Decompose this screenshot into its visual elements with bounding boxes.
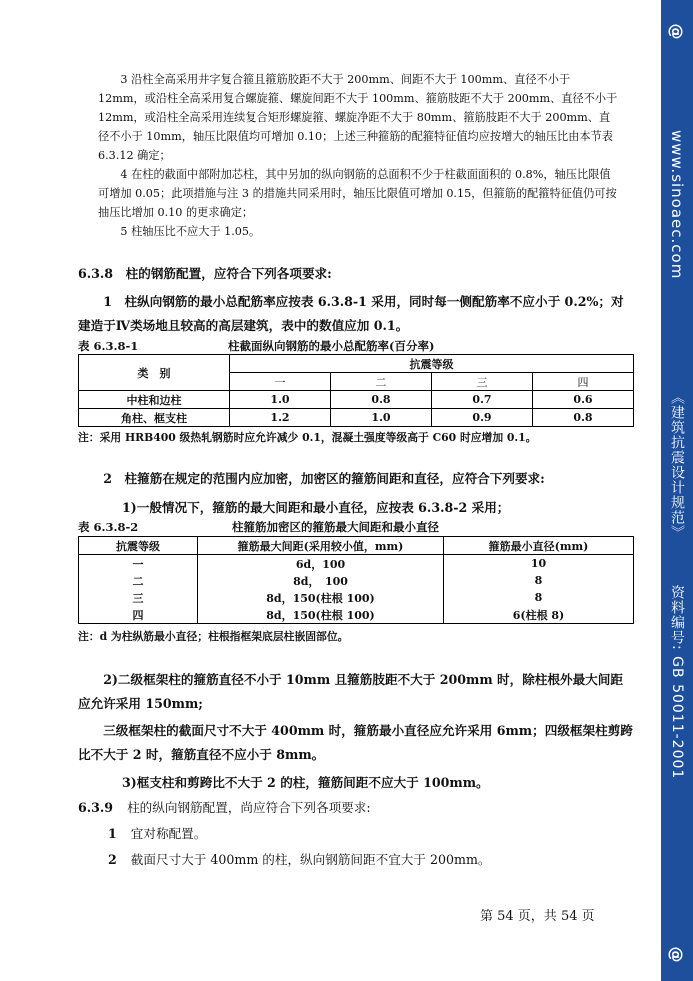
table-2-number: 表 6.3.8-2	[78, 520, 139, 534]
table-1-number: 表 6.3.8-1	[78, 339, 139, 353]
table-row	[79, 589, 634, 606]
table-1-cell: 0.8	[533, 409, 634, 427]
table-2-header: 箍筋最小直径(mm)	[444, 537, 634, 555]
paragraph-grade-3: 三级框架柱的截面尺寸不大于 400mm 时，箍筋最小直径应允许采用 6mm；四级框架柱剪跨比不大于 2 时，箍筋直径不应小于 8mm。	[78, 723, 633, 762]
table-2-cell: 一	[79, 555, 198, 573]
bottom-symbol: @	[667, 946, 687, 963]
table-2-cell: 四	[79, 606, 198, 624]
paragraph-6-3-9-item-2	[108, 848, 628, 872]
table-1-cell: 1.0	[331, 409, 432, 427]
table-1-cell: 0.7	[432, 391, 533, 409]
table-2-cell: 8	[444, 589, 634, 606]
table-row	[79, 409, 634, 427]
table-1-cell: 0.6	[533, 391, 634, 409]
table-row	[79, 391, 634, 409]
paragraph-6-3-8-item-2: 2 柱箍筋在规定的范围内应加密，加密区的箍筋间距和直径，应符合下列要求:	[103, 471, 545, 486]
table-2-cell: 8d，150(柱根 100)	[198, 589, 444, 606]
table-2-cell: 6(柱根 8)	[444, 606, 634, 624]
paragraph-item-4: 4 在柱的截面中部附加芯柱，其中另加的纵向钢筋的总面积不少于柱截面面积的 0.8%，轴压比限值可增加 0.05；此项措施与注 3 的措施共同采用时，轴压比限值可增加 0.15，但箍筋的配箍特征值仍可按抽压比增加 0.10 的更求确定；	[98, 168, 617, 219]
paragraph-6-3-8-item-1: 1 柱纵向钢筋的最小总配筋率应按表 6.3.8-1 采用，同时每一侧配筋率不应小于 0.2%；对建造于Ⅳ类场地且较高的高层建筑，表中的数值应加 0.1。	[78, 294, 624, 333]
paragraph-6-3-9-item-1	[108, 822, 628, 846]
table-1-grade: 一	[230, 373, 331, 391]
table-2-cell: 8	[444, 572, 634, 589]
table-2-header: 抗震等级	[79, 537, 198, 555]
table-1-grade: 二	[331, 373, 432, 391]
top-symbol: @	[667, 23, 687, 40]
paragraph-item-2-sub-3: 3)框支柱和剪跨比不大于 2 的柱，箍筋间距不应大于 100mm。	[122, 775, 489, 790]
table-1-note: 注：采用 HRB400 级热轧钢筋时应允许减少 0.1，混凝土强度等级高于 C60 时应增加 0.1。	[78, 431, 537, 444]
doc-number-text: 资料编号: GB 50011-2001	[669, 585, 685, 780]
table-1-header-category: 类 别	[79, 355, 230, 391]
table-1-grade: 三	[432, 373, 533, 391]
website-text: www.sinoaec.com	[668, 130, 686, 280]
table-2-note: 注：d 为柱纵筋最小直径；柱根指框架底层柱嵌固部位。	[78, 630, 349, 643]
table-2-title: 柱箍筋加密区的箍筋最大间距和最小直径	[232, 520, 439, 534]
table-2-cell: 8d，150(柱根 100)	[198, 606, 444, 624]
table-2-header: 箍筋最大间距(采用较小值，mm)	[198, 537, 444, 555]
item-number: 2	[108, 852, 117, 867]
table-1-cell: 0.8	[331, 391, 432, 409]
table-2-cell: 6d，100	[198, 555, 444, 573]
paragraph-item-2-sub-2: 2)二级框架柱的箍筋直径不小于 10mm 且箍筋肢距不大于 200mm 时，除柱根外最大间距应允许采用 150mm;	[78, 672, 623, 711]
table-1-row-label: 中柱和边柱	[79, 391, 230, 409]
table-1-cell: 0.9	[432, 409, 533, 427]
table-2-cell: 二	[79, 572, 198, 589]
section-heading-6-3-8: 6.3.8 柱的钢筋配置，应符合下列各项要求:	[78, 266, 332, 281]
section-number: 6.3.9	[78, 800, 114, 815]
table-row	[79, 555, 634, 573]
table-1-cell: 1.0	[230, 391, 331, 409]
table-2-cell: 8d， 100	[198, 572, 444, 589]
sidebar	[661, 0, 693, 981]
table-1-grade: 四	[533, 373, 634, 391]
page-footer: 第 54 页，共 54 页	[480, 909, 595, 924]
item-text: 宜对称配置。	[130, 826, 207, 841]
table-1-title: 柱截面纵向钢筋的最小总配筋率(百分率)	[228, 339, 435, 353]
table-2-cell: 三	[79, 589, 198, 606]
table-1-cell: 1.2	[230, 409, 331, 427]
item-number: 1	[108, 826, 117, 841]
paragraph-item-5: 5 柱轴压比不应大于 1.05。	[120, 225, 261, 238]
table-2	[78, 536, 634, 624]
table-row	[79, 572, 634, 589]
book-title-text: 《建筑抗震设计规范》	[669, 390, 685, 540]
item-text: 截面尺寸大于 400mm 的柱，纵向钢筋间距不宜大于 200mm。	[130, 852, 491, 867]
section-heading-6-3-9	[78, 796, 638, 820]
paragraph-item-2-sub-1: 1)一般情况下，箍筋的最大间距和最小直径，应按表 6.3.8-2 采用；	[122, 500, 510, 515]
section-text: 柱的纵向钢筋配置，尚应符合下列各项要求:	[127, 800, 371, 815]
table-1	[78, 354, 634, 427]
table-2-cell: 10	[444, 555, 634, 573]
table-1-header-group: 抗震等级	[230, 355, 634, 373]
table-row	[79, 606, 634, 624]
table-1-row-label: 角柱、框支柱	[79, 409, 230, 427]
paragraph-item-3: 3 沿柱全高采用井字复合箍且箍筋胶距不大于 200mm、间距不大于 100mm、直径不小于 12mm，或沿柱全高采用复合螺旋箍、螺旋间距不大于 100mm、箍筋肢距不大于 200mm、直径不小于 12mm，或沿柱全高采用连续复合矩形螺旋箍、螺旋净距不大于 80mm、箍筋肢距不大于 200mm、直径不小于 10mm，轴压比限值均可增加 0.10；上述三种箍筋的配箍特征值均应按增大的轴压比由本节表 6.3.12 确定；	[98, 73, 618, 162]
